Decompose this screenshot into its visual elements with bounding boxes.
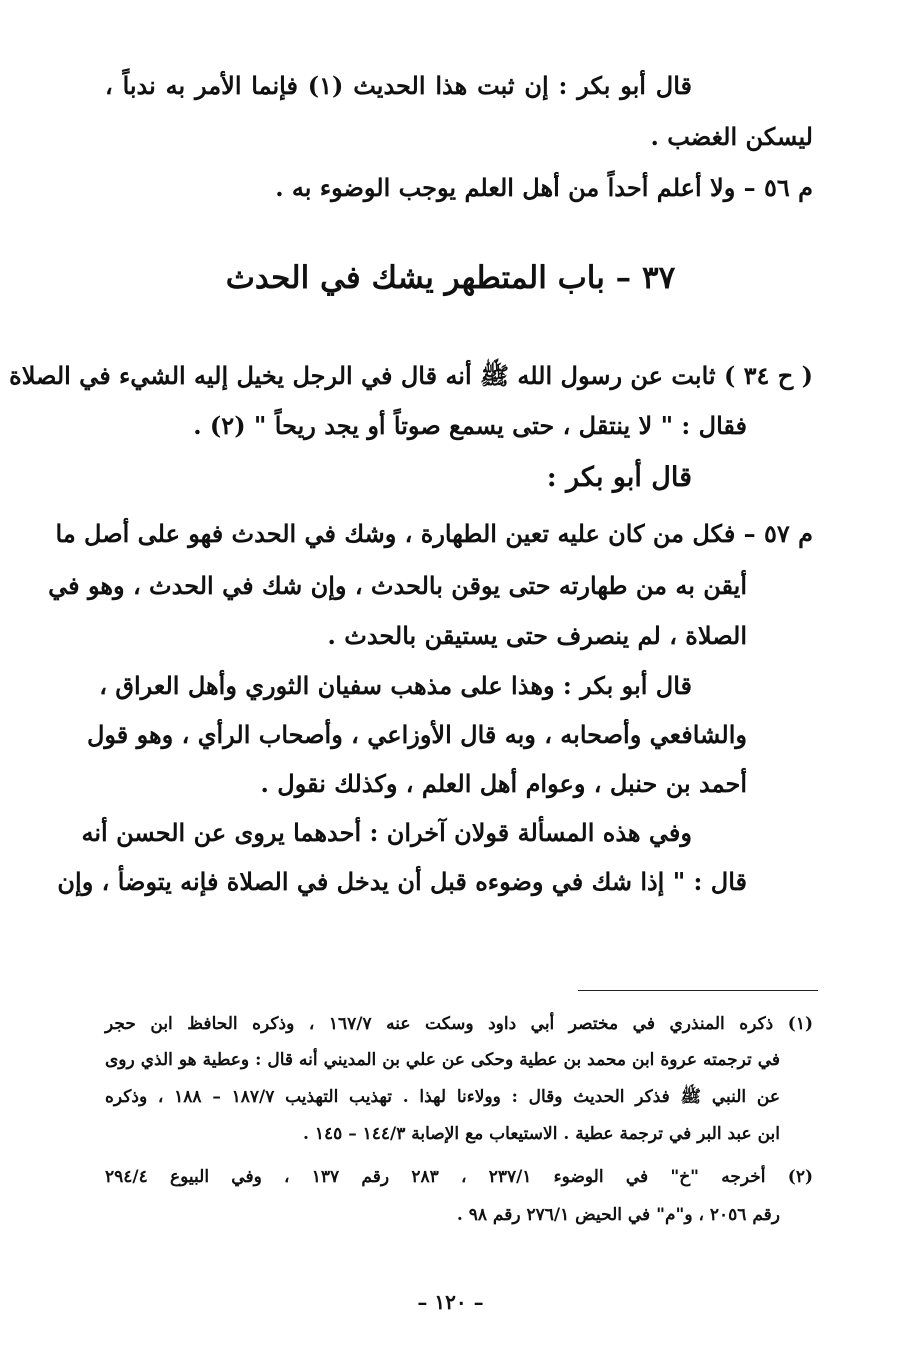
- text-line: قال : " إذا شك في وضوءه قبل أن يدخل في الصلاة فإنه يتوضأ ، وإن: [57, 867, 747, 896]
- text-line: والشافعي وأصحابه ، وبه قال الأوزاعي ، وأصحاب الرأي ، وهو قول: [86, 720, 747, 749]
- hadith-line: ( ح ٣٤ ) ثابت عن رسول الله ﷺ أنه قال في الرجل يخيل إليه الشيء في الصلاة: [9, 361, 813, 390]
- footnote-line: (٢) أخرجه "خ" في الوضوء ٢٣٧/١ ، ٢٨٣ رقم ١٣٧ ، وفي البيوع ٢٩٤/٤: [105, 1167, 813, 1187]
- text-line: قال أبو بكر : إن ثبت هذا الحديث (١) فإنما الأمر به ندباً ،: [105, 71, 692, 100]
- chapter-title: ٣٧ – باب المتطهر يشك في الحدث: [225, 260, 676, 296]
- text-line: م ٥٦ – ولا أعلم أحداً من أهل العلم يوجب الوضوء به .: [275, 173, 813, 202]
- footnote-line: ابن عبد البر في ترجمة عطية . الاستيعاب مع الإصابة ١٤٤/٣ – ١٤٥ .: [303, 1124, 780, 1144]
- text-line: أيقن به من طهارته حتى يوقن بالحدث ، وإن شك في الحدث ، وهو في: [48, 571, 747, 600]
- footnote-line: في ترجمته عروة ابن محمد بن عطية وحكى عن علي بن المديني أنه قال : وعطية هو الذي روى: [105, 1050, 780, 1070]
- footnote-divider: [578, 990, 818, 991]
- footnote-line: (١) ذكره المنذري في مختصر أبي داود وسكت عنه ١٦٧/٧ ، وذكره الحافظ ابن حجر: [105, 1014, 813, 1034]
- text-line: وفي هذه المسألة قولان آخران : أحدهما يروى عن الحسن أنه: [81, 818, 692, 847]
- text-line: ليسكن الغضب .: [650, 122, 813, 151]
- footnote-line: عن النبي ﷺ فذكر الحديث وقال : وولاءنا لهذا . تهذيب التهذيب ١٨٧/٧ – ١٨٨ ، وذكره: [105, 1087, 780, 1107]
- text-line: الصلاة ، لم ينصرف حتى يستيقن بالحدث .: [327, 621, 747, 650]
- text-line: م ٥٧ – فكل من كان عليه تعين الطهارة ، وشك في الحدث فهو على أصل ما: [55, 519, 813, 548]
- page-number: – ١٢٠ –: [417, 1290, 484, 1314]
- text-line: قال أبو بكر : وهذا على مذهب سفيان الثوري وأهل العراق ،: [99, 671, 692, 700]
- text-line: أحمد بن حنبل ، وعوام أهل العلم ، وكذلك نقول .: [260, 769, 747, 798]
- hadith-line: فقال : " لا ينتقل ، حتى يسمع صوتاً أو يجد ريحاً " (٢) .: [193, 411, 747, 440]
- footnote-line: رقم ٢٠٥٦ ، و"م" في الحيض ٢٧٦/١ رقم ٩٨ .: [456, 1205, 780, 1225]
- section-heading: قال أبو بكر :: [546, 462, 692, 493]
